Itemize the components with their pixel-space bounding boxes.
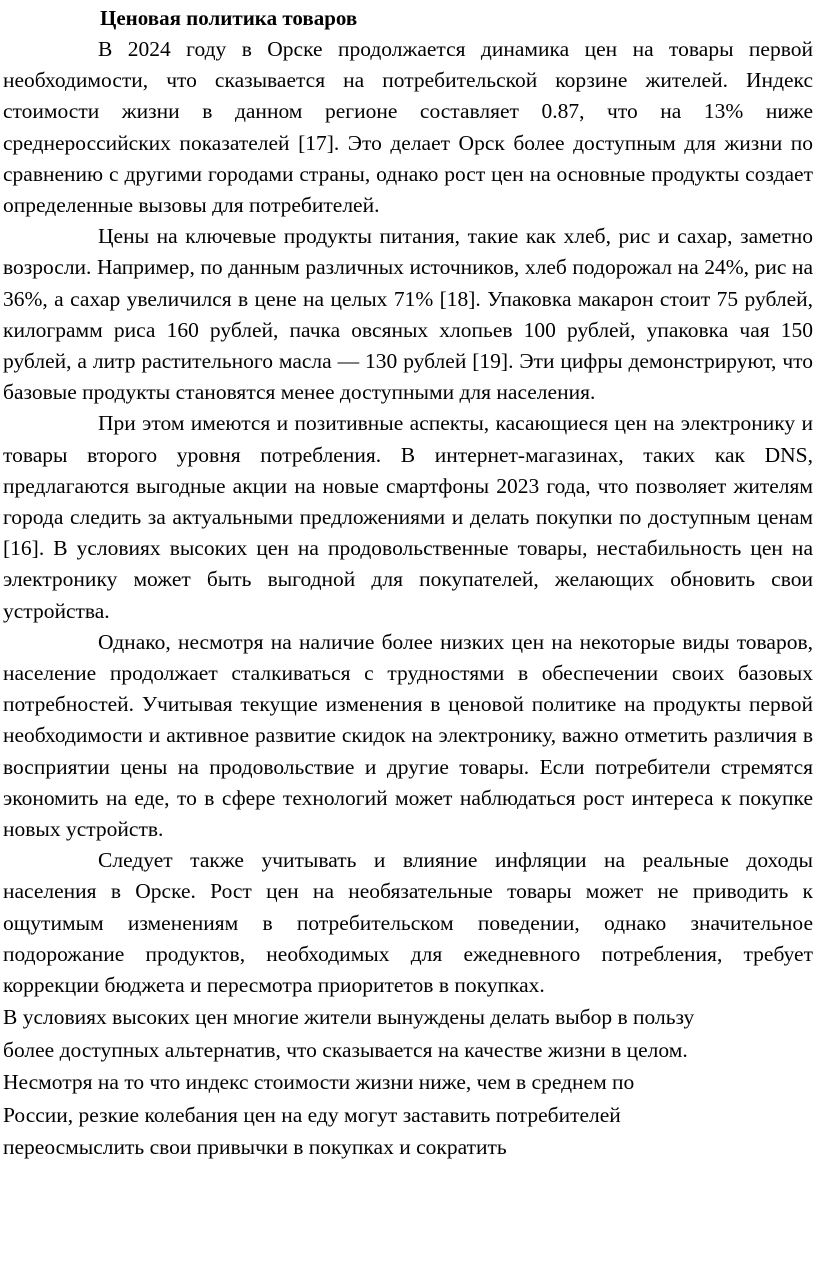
document-title: Ценовая политика товаров [100,6,358,30]
paragraph-electronics: При этом имеются и позитивные аспекты, касающиеся цен на электронику и товары второго уровня потребления. В интернет-магазинах, таких как DNS, предлагаются выгодные акции на новые смартфоны 2023 года, что позволяет жителям города следить за актуальными предложениями и делать покупки по доступным ценам [16]. В условиях высоких цен на продовольственные товары, нестабильность цен на электронику может быть выгодной для покупателей, желающих обновить свои устройства. [3,411,813,623]
tail-text-block [3,1001,813,1164]
paragraph-inflation: Следует также учитывать и влияние инфляции на реальные доходы населения в Орске. Рост цен на необязательные товары может не приводить к ощутимым изменениям в потребительском поведении, однако значительное подорожание продуктов, необходимых для ежедневного потребления, требует коррекции бюджета и пересмотра приоритетов в покупках. [3,848,813,998]
tail-line: переосмыслить свои привычки в покупках и сократить [3,1135,507,1160]
paragraph-cost-of-living: В 2024 году в Орске продолжается динамика цен на товары первой необходимости, что сказывается на потребительской корзине жителей. Индекс стоимости жизни в данном регионе составляет 0.87, что на 13% ниже среднероссийских показателей [17]. Это делает Орск более доступным для жизни по сравнению с другими городами страны, однако рост цен на основные продукты создает определенные вызовы для потребителей. [3,37,813,218]
tail-line: Несмотря на то что индекс стоимости жизни ниже, чем в среднем по [3,1070,635,1095]
paragraph-basic-needs: Однако, несмотря на наличие более низких цен на некоторые виды товаров, население продолжает сталкиваться с трудностями в обеспечении своих базовых потребностей. Учитывая текущие изменения в ценовой политике на продукты первой необходимости и активное развитие скидок на электронику, важно отметить различия в восприятии цены на продовольствие и другие товары. Если потребители стремятся экономить на еде, то в сфере технологий может наблюдаться рост интереса к покупке новых устройств. [3,629,813,842]
tail-line: России, резкие колебания цен на еду могут заставить потребителей [3,1102,621,1127]
tail-line: более доступных альтернатив, что сказывается на качестве жизни в целом. [3,1037,688,1062]
tail-line: В условиях высоких цен многие жители вынуждены делать выбор в пользу [3,1005,695,1030]
paragraph-food-prices: Цены на ключевые продукты питания, такие как хлеб, рис и сахар, заметно возросли. Например, по данным различных источников, хлеб подорожал на 24%, рис на 36%, а сахар увеличился в цене на целых 71% [18]. Упаковка макарон стоит 75 рублей, килограмм риса 160 рублей, пачка овсяных хлопьев 100 рублей, упаковка чая 150 рублей, а литр растительного масла — 130 рублей [19]. Эти цифры демонстрируют, что базовые продукты становятся менее доступными для населения. [3,224,813,405]
